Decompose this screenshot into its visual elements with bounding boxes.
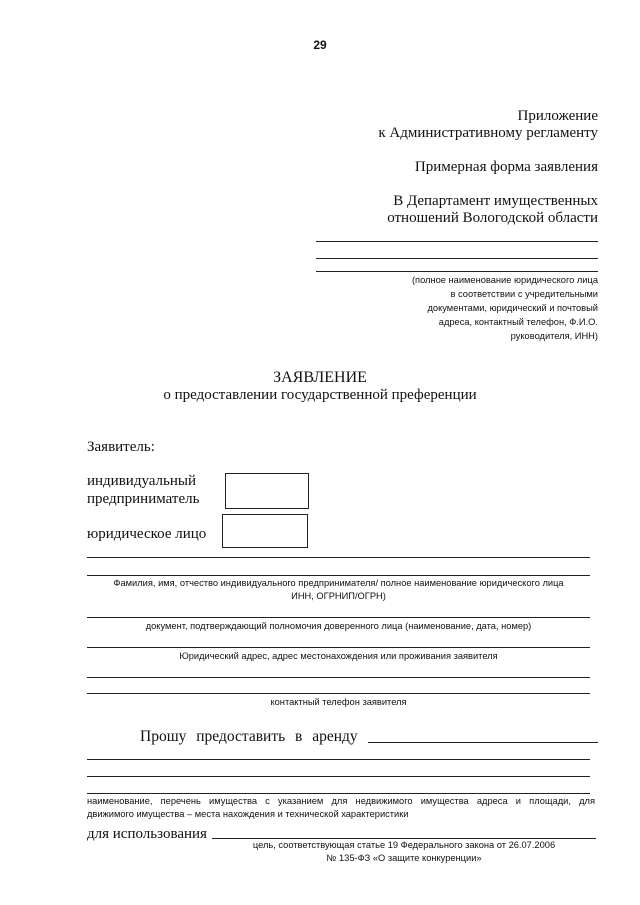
purpose-label: для использования [87,826,207,842]
applicant-hint-line3: документами, юридический и почтовый [427,303,598,313]
ie-label-line2: предприниматель [87,491,200,507]
form-type: Примерная форма заявления [414,159,598,175]
request-property-line-3[interactable] [87,776,590,777]
address-line[interactable] [87,647,590,648]
property-caption-line1: наименование, перечень имущества с указанием для недвижимого имущества адреса и площади, для [87,796,595,806]
applicant-hint-line2: в соответствии с учредительными [450,289,598,299]
request-text: Прошу предоставить в аренду [140,728,358,745]
authority-doc-line[interactable] [87,617,590,618]
phone-line-1[interactable] [87,677,590,678]
ie-checkbox[interactable] [225,473,309,509]
phone-line-2[interactable] [87,693,590,694]
appendix-line1: Приложение [517,108,598,124]
authority-doc-caption: документ, подтверждающий полномочия доверенного лица (наименование, дата, номер) [145,621,532,631]
applicant-label: Заявитель: [87,439,155,455]
page-number: 29 [313,38,327,52]
phone-caption: контактный телефон заявителя [270,697,407,707]
request-property-line-4[interactable] [87,793,590,794]
document-subtitle: о предоставлении государственной преференции [163,387,477,403]
addressee-line2: отношений Вологодской области [387,210,598,226]
fio-caption-line2: ИНН, ОГРНИП/ОГРН) [291,591,386,601]
request-property-line-1[interactable] [368,742,598,743]
addressee-blank-line-2[interactable] [316,258,598,259]
purpose-caption-line1: цель, соответствующая статье 19 Федерального закона от 26.07.2006 [252,840,556,850]
applicant-name-line-1[interactable] [87,557,590,558]
addressee-blank-line-3[interactable] [316,271,598,272]
legal-entity-checkbox[interactable] [222,514,308,548]
applicant-hint-line1: (полное наименование юридического лица [411,275,598,285]
request-property-line-2[interactable] [87,759,590,760]
addressee-line1: В Департамент имущественных [393,193,598,209]
applicant-name-line-2[interactable] [87,575,590,576]
appendix-line2: к Административному регламенту [378,125,598,141]
addressee-blank-line-1[interactable] [316,241,598,242]
applicant-hint-line5: руководителя, ИНН) [510,331,598,341]
address-caption: Юридический адрес, адрес местонахождения или проживания заявителя [179,651,498,661]
purpose-line[interactable] [212,838,596,839]
property-caption-line2: движимого имущества – места нахождения и технической характеристики [87,809,409,819]
purpose-caption-line2: № 135-ФЗ «О защите конкуренции» [326,853,482,863]
document-title: ЗАЯВЛЕНИЕ [273,369,367,386]
ie-label-line1: индивидуальный [87,473,197,489]
applicant-hint-line4: адреса, контактный телефон, Ф.И.О. [438,317,598,327]
legal-entity-label: юридическое лицо [87,526,207,542]
fio-caption-line1: Фамилия, имя, отчество индивидуального предпринимателя/ полное наименование юридического лица [113,578,564,588]
